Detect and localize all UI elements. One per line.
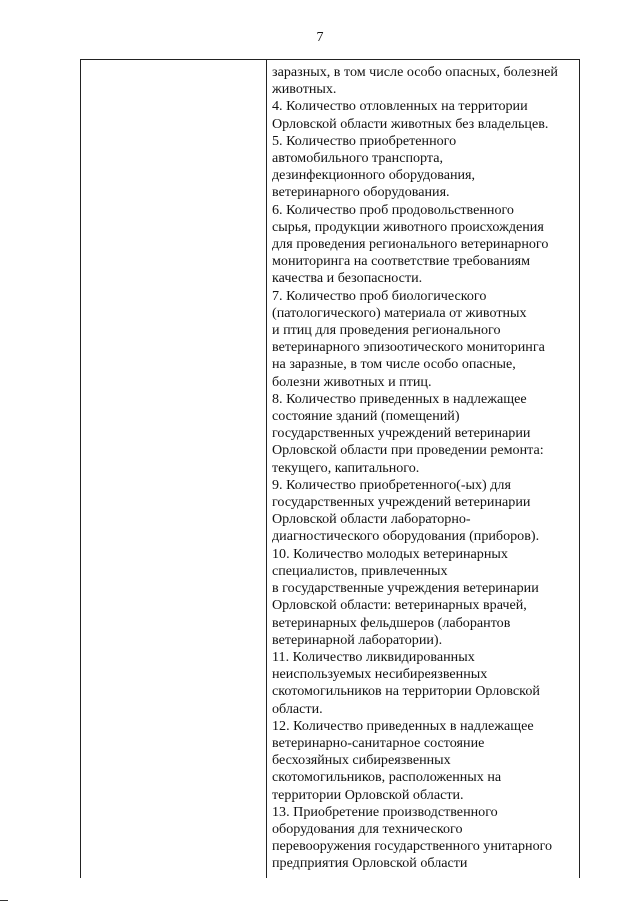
cell-text-line: 12. Количество приведенных в надлежащее xyxy=(272,717,534,734)
cell-text-line: животных. xyxy=(272,81,337,98)
cell-text-line: и птиц для проведения регионального xyxy=(272,322,501,339)
cell-text-line: Орловской области при проведении ремонта: xyxy=(272,442,544,459)
cell-text-line: ветеринарного оборудования. xyxy=(272,184,450,201)
cell-text-line: дезинфекционного оборудования, xyxy=(272,167,476,184)
cell-text-line: ветеринарного эпизоотического мониторинга xyxy=(272,339,545,356)
indicators-cell xyxy=(272,64,576,873)
cell-text-line: 11. Количество ликвидированных xyxy=(272,648,475,665)
cell-text-line: Орловской области лабораторно- xyxy=(272,511,471,528)
cell-text-line: сырья, продукции животного происхождения xyxy=(272,218,544,235)
cell-text-line: состояние зданий (помещений) xyxy=(272,408,460,425)
column-divider xyxy=(266,60,267,878)
cell-text-line: предприятия Орловской области xyxy=(272,855,468,872)
cell-text-line: государственных учреждений ветеринарии xyxy=(272,425,531,442)
cell-text-line: на заразные, в том числе особо опасные, xyxy=(272,356,516,373)
document-table xyxy=(80,59,580,878)
cell-text-line: 6. Количество проб продовольственного xyxy=(272,201,514,218)
cell-text-line: ветеринарных фельдшеров (лаборантов xyxy=(272,614,511,631)
cell-text-line: ветеринарно-санитарное состояние xyxy=(272,734,485,751)
cell-text-line: 9. Количество приобретенного(-ых) для xyxy=(272,476,511,493)
cell-text-line: диагностического оборудования (приборов). xyxy=(272,528,540,545)
cell-text-line: 13. Приобретение производственного xyxy=(272,803,498,820)
cell-text-line: 7. Количество проб биологического xyxy=(272,287,487,304)
cell-text-line: специалистов, привлеченных xyxy=(272,562,448,579)
cell-text-line: Орловской области животных без владельцев. xyxy=(272,115,549,132)
cell-text-line: болезни животных и птиц. xyxy=(272,373,432,390)
cell-text-line: ветеринарной лаборатории). xyxy=(272,631,443,648)
cell-text-line: скотомогильников, расположенных на xyxy=(272,769,502,786)
cell-text-line: 4. Количество отловленных на территории xyxy=(272,98,528,115)
cell-text-line: территории Орловской области. xyxy=(272,786,464,803)
cell-text-line: качества и безопасности. xyxy=(272,270,423,287)
page-number: 7 xyxy=(316,30,324,45)
cell-text-line: текущего, капитального. xyxy=(272,459,420,476)
cell-text-line: неиспользуемых несибиреязвенных xyxy=(272,666,488,683)
cell-text-line: скотомогильников на территории Орловской xyxy=(272,683,540,700)
cell-text-line: области. xyxy=(272,700,323,717)
cell-text-line: (патологического) материала от животных xyxy=(272,304,527,321)
cell-text-line: перевооружения государственного унитарного xyxy=(272,838,553,855)
cell-text-line: в государственные учреждения ветеринарии xyxy=(272,580,539,597)
scan-edge-mark xyxy=(0,900,8,901)
cell-text-line: автомобильного транспорта, xyxy=(272,150,444,167)
cell-text-line: 8. Количество приведенных в надлежащее xyxy=(272,390,527,407)
cell-text-line: оборудования для технического xyxy=(272,820,463,837)
cell-text-line: для проведения регионального ветеринарного xyxy=(272,236,549,253)
cell-text-line: 5. Количество приобретенного xyxy=(272,132,457,149)
cell-text-line: мониторинга на соответствие требованиям xyxy=(272,253,531,270)
cell-text-line: 10. Количество молодых ветеринарных xyxy=(272,545,508,562)
cell-text-line: бесхозяйных сибиреязвенных xyxy=(272,752,451,769)
cell-text-line: Орловской области: ветеринарных врачей, xyxy=(272,597,527,614)
cell-text-line: заразных, в том числе особо опасных, болезней xyxy=(272,64,558,80)
cell-text-line: государственных учреждений ветеринарии xyxy=(272,494,531,511)
